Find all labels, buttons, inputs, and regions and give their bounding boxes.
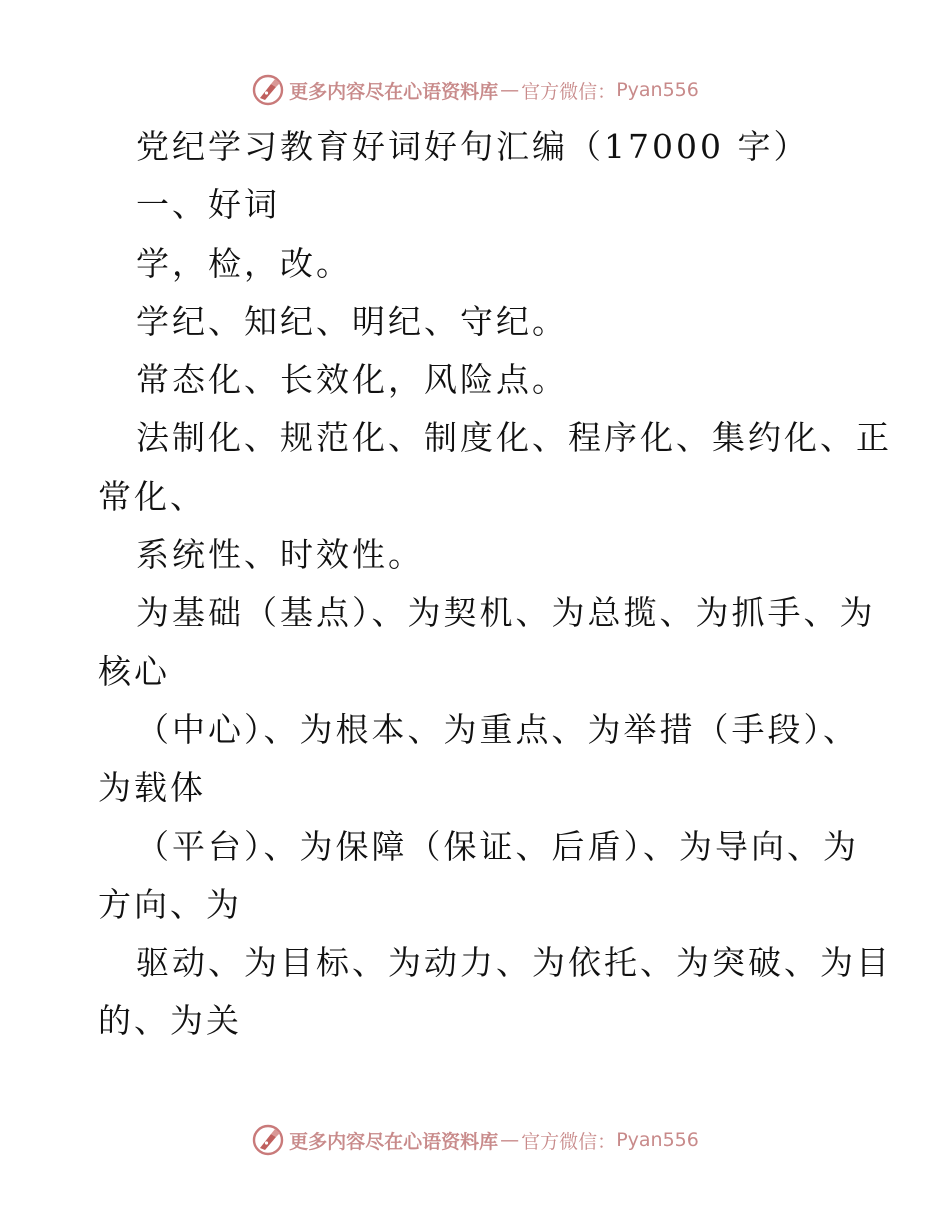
section-heading: 一、好词: [136, 185, 280, 225]
text-line: 的、为关: [98, 1001, 242, 1041]
brand-text: 更多内容尽在心语资料库: [289, 1130, 499, 1153]
text-line: 驱动、为目标、为动力、为依托、为突破、为目: [136, 943, 892, 983]
document-title: 党纪学习教育好词好句汇编（17000 字）: [136, 127, 810, 166]
contact-id: Pyan556: [616, 1129, 699, 1151]
brand-dash: —: [500, 79, 520, 101]
text-line: 核心: [98, 651, 170, 691]
contact-label: 官方微信：: [521, 80, 617, 103]
document-body: [98, 118, 892, 1051]
text-line: 常化、: [98, 476, 206, 516]
brand-text: 更多内容尽在心语资料库: [289, 80, 499, 103]
brand-dash: —: [500, 1129, 520, 1151]
pen-nib-icon: [251, 73, 285, 107]
contact-id: Pyan556: [616, 79, 699, 101]
text-line: 学纪、知纪、明纪、守纪。: [136, 301, 568, 341]
header-watermark: [0, 70, 950, 110]
text-line: （中心）、为根本、为重点、为举措（手段）、: [136, 709, 859, 749]
text-line: 为基础（基点）、为契机、为总揽、为抓手、为: [136, 593, 876, 633]
text-line: （平台）、为保障（保证、后盾）、为导向、为: [136, 826, 859, 866]
text-line: 为载体: [98, 768, 206, 808]
pen-nib-icon: [251, 1123, 285, 1157]
text-line: 法制化、规范化、制度化、程序化、集约化、正: [136, 418, 892, 458]
footer-watermark: [0, 1120, 950, 1160]
contact-label: 官方微信：: [521, 1130, 617, 1153]
text-line: 方向、为: [98, 884, 242, 924]
text-line: 常态化、长效化，风险点。: [136, 360, 568, 400]
text-line: 系统性、时效性。: [136, 535, 424, 575]
text-line: 学，检，改。: [136, 243, 352, 283]
